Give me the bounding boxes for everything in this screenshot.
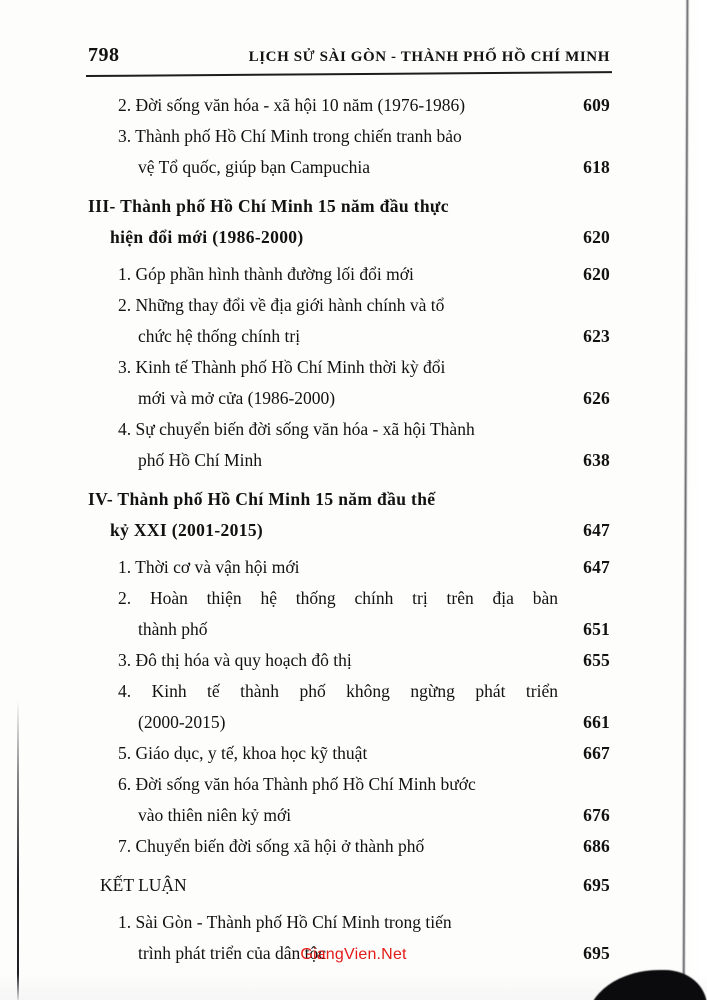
toc-entry[interactable] <box>88 645 610 676</box>
toc-entry-line <box>88 445 610 476</box>
toc-entry-page-number: 647 <box>583 557 610 577</box>
toc-entry-title-continued: hiện đổi mới (1986-2000) <box>110 227 304 247</box>
toc-entry-title: 7. Chuyển biến đời sống xã hội ở thành phố <box>118 836 425 856</box>
toc-entry-line <box>88 191 610 222</box>
toc-entry-title: 5. Giáo dục, y tế, khoa học kỹ thuật <box>118 743 368 763</box>
toc-entry[interactable] <box>88 552 610 583</box>
toc-entry-title-continued: trình phát triển của dân tộc <box>138 943 327 963</box>
toc-entry-line <box>88 583 610 614</box>
toc-entry-title-continued: vào thiên niên kỷ mới <box>138 805 292 825</box>
toc-entry-line <box>88 707 610 738</box>
toc-entry-page-number: 638 <box>583 450 610 470</box>
toc-entry[interactable] <box>88 191 610 253</box>
toc-entry-title: KẾT LUẬN <box>100 875 187 895</box>
toc-entry-page-number: 676 <box>583 805 610 825</box>
toc-entry-title: 4. Sự chuyển biến đời sống văn hóa - xã hội Thành <box>118 419 475 439</box>
toc-entry[interactable] <box>88 90 610 121</box>
toc-entry-line <box>88 290 610 321</box>
toc-entry-line <box>88 676 610 707</box>
toc-entry-title: 3. Kinh tế Thành phố Hồ Chí Minh thời kỳ đổi <box>118 357 446 377</box>
toc-entry-line <box>88 152 610 183</box>
toc-entry[interactable] <box>88 259 610 290</box>
toc-entry-title-continued: (2000-2015) <box>138 712 226 732</box>
toc-entry-line <box>88 769 610 800</box>
toc-entry-title: 3. Đô thị hóa và quy hoạch đô thị <box>118 650 352 670</box>
toc-entry-line <box>88 831 610 862</box>
toc-entry-page-number: 647 <box>583 520 610 540</box>
toc-entry-title-continued: thành phố <box>138 619 208 639</box>
toc-entry[interactable] <box>88 738 610 769</box>
toc-entry-title: III- Thành phố Hồ Chí Minh 15 năm đầu thực <box>88 196 449 216</box>
toc-entry-page-number: 609 <box>583 95 610 115</box>
watermark: GiangVien.Net <box>300 946 407 963</box>
toc-entry-title-continued: kỷ XXI (2001-2015) <box>110 520 264 540</box>
toc-entry[interactable] <box>88 352 610 414</box>
toc-entry-line <box>88 414 610 445</box>
toc-entry-line <box>88 870 610 901</box>
toc-entry-line <box>88 738 610 769</box>
toc-entry-line <box>88 645 610 676</box>
toc-entry-line <box>88 800 610 831</box>
toc-entry-line <box>88 321 610 352</box>
toc-entry-line <box>88 121 610 152</box>
toc-entry[interactable] <box>88 484 610 546</box>
toc-entry-title: 2. Đời sống văn hóa - xã hội 10 năm (1976-1986) <box>118 95 466 115</box>
toc-entry-title: 2. Hoàn thiện hệ thống chính trị trên địa bàn <box>118 588 558 608</box>
running-title: LỊCH SỬ SÀI GÒN - THÀNH PHỐ HỒ CHÍ MINH <box>248 49 610 65</box>
toc-entry-line <box>88 383 610 414</box>
toc-entry-title-continued: mới và mở cửa (1986-2000) <box>138 388 336 408</box>
toc-entry-page-number: 620 <box>583 227 610 247</box>
toc-entry[interactable] <box>88 769 610 831</box>
toc-entry[interactable] <box>88 121 610 183</box>
toc-entry-title-continued: chức hệ thống chính trị <box>138 326 301 346</box>
toc-entry-page-number: 618 <box>583 157 610 177</box>
toc-entry-line <box>88 90 610 121</box>
toc-entry-page-number: 695 <box>583 943 610 963</box>
toc-entry-title: 1. Góp phần hình thành đường lối đổi mới <box>118 264 414 284</box>
toc-entry-title-continued: vệ Tổ quốc, giúp bạn Campuchia <box>138 157 370 177</box>
toc-entry-title: 3. Thành phố Hồ Chí Minh trong chiến tranh bảo <box>118 126 462 146</box>
toc-entry[interactable] <box>88 414 610 476</box>
toc-entry-line <box>88 222 610 253</box>
toc-entry-line <box>88 614 610 645</box>
toc-entry-title: IV- Thành phố Hồ Chí Minh 15 năm đầu thế <box>88 489 436 509</box>
scan-edge-left <box>17 700 19 1000</box>
toc-entry-line <box>88 352 610 383</box>
toc-entry[interactable] <box>88 676 610 738</box>
toc-entry-title-continued: phố Hồ Chí Minh <box>138 450 262 470</box>
toc-entry-line <box>88 484 610 515</box>
toc-entry-title: 4. Kinh tế thành phố không ngừng phát triển <box>118 681 558 701</box>
toc-entry-page-number: 695 <box>583 875 610 895</box>
toc-entry[interactable] <box>88 290 610 352</box>
toc-entry-page-number: 626 <box>583 388 610 408</box>
toc-entry-title: 1. Thời cơ và vận hội mới <box>118 557 300 577</box>
toc-entry-page-number: 623 <box>583 326 610 346</box>
toc-entry-page-number: 661 <box>583 712 610 732</box>
toc-entry-title: 2. Những thay đổi về địa giới hành chính và tổ <box>118 295 445 315</box>
toc-entry-page-number: 686 <box>583 836 610 856</box>
toc-entry-line <box>88 259 610 290</box>
toc-entry-line <box>88 907 610 938</box>
toc-entry-page-number: 651 <box>583 619 610 639</box>
toc-entry-page-number: 620 <box>583 264 610 284</box>
toc-entry[interactable] <box>88 583 610 645</box>
toc-entry[interactable] <box>88 831 610 862</box>
toc-entry[interactable] <box>88 870 610 901</box>
toc-entry-title: 6. Đời sống văn hóa Thành phố Hồ Chí Minh bước <box>118 774 476 794</box>
toc-entry-line <box>88 515 610 546</box>
page-number: 798 <box>88 44 120 66</box>
toc-entry-line <box>88 552 610 583</box>
toc-entry-title: 1. Sài Gòn - Thành phố Hồ Chí Minh trong tiến <box>118 912 452 932</box>
table-of-contents <box>88 90 610 969</box>
page-header <box>88 44 610 74</box>
scan-edge-right-fade <box>687 0 707 1000</box>
toc-entry-page-number: 655 <box>583 650 610 670</box>
toc-entry-page-number: 667 <box>583 743 610 763</box>
